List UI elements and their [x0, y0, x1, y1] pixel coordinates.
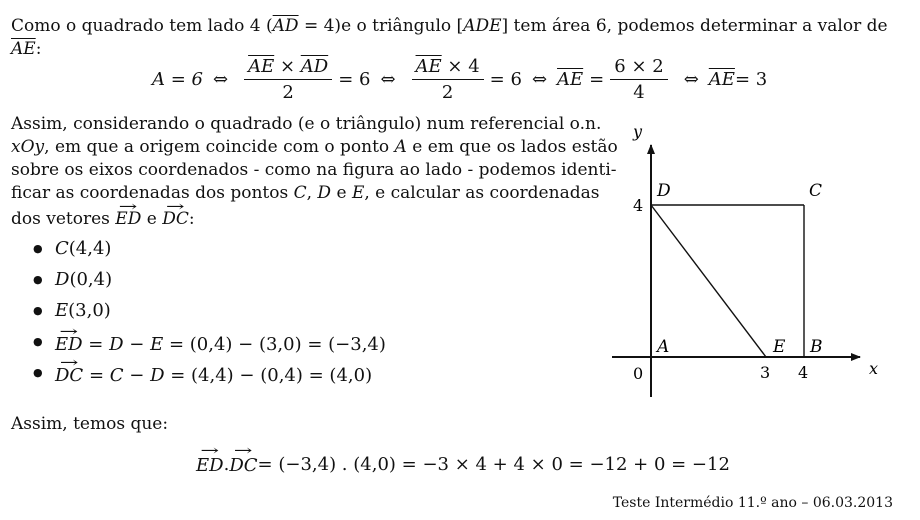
vector-dc: → DC	[229, 452, 257, 476]
point-e: E	[150, 334, 164, 355]
point-e: E	[351, 183, 365, 203]
triangle-ade: ADE	[463, 16, 502, 36]
tick-x4: 4	[798, 363, 809, 382]
label-b: B	[810, 337, 823, 357]
point-c: C	[293, 183, 307, 203]
minus: −	[123, 365, 151, 386]
para-text-2a: , em que a origem coincide com o ponto	[44, 137, 395, 157]
eq-final-value: = 3	[734, 69, 768, 90]
point-d-coords: (0,4)	[69, 269, 113, 290]
label-d: D	[657, 181, 671, 201]
intro-text-c: ] tem área 6, podemos determinar a valor de	[501, 16, 888, 36]
ed-result: = (0,4) − (3,0) = (−3,4)	[163, 334, 386, 355]
frac1-ae: $\overline{AE}$	[248, 56, 275, 77]
footer-source: Teste Intermédio 11.º ano – 06.03.2013	[612, 495, 893, 511]
x-axis-label: x	[869, 359, 879, 378]
intro-text-a: Como o quadrado tem lado 4 (	[11, 16, 273, 36]
frac2-rest: × 4	[441, 56, 480, 77]
point-d: D	[150, 365, 165, 386]
point-c-coords: (4,4)	[68, 238, 112, 259]
frame-xoy: xOy	[11, 137, 45, 157]
intro-text-b: = 4)e o triângulo [	[298, 16, 464, 36]
eq-sign: =	[589, 69, 605, 90]
conj-e: e	[141, 209, 163, 229]
y-axis-label: y	[633, 122, 643, 141]
segment-de	[651, 205, 766, 357]
frac1-times: ×	[274, 56, 301, 77]
point-e-name: E	[55, 300, 69, 321]
tick-x3: 3	[760, 363, 771, 382]
eq-six-2: = 6	[489, 69, 522, 90]
dot-product-result: = (−3,4) . (4,0) = −3 × 4 + 4 × 0 = −12 + 0 = −12	[257, 453, 730, 475]
vector-ed: → ED	[115, 205, 141, 230]
point-d: D	[109, 334, 124, 355]
vector-ed: → ED	[196, 452, 224, 476]
frac1-ad: $\overline{AD}$	[300, 56, 329, 77]
iff-symbol: ⇔	[531, 69, 548, 90]
colon: :	[35, 39, 42, 59]
para-text-4b: , e calcular as coordenadas	[364, 183, 600, 203]
point-e-coords: (3,0)	[68, 300, 111, 321]
colon: :	[188, 209, 195, 229]
iff-symbol: ⇔	[683, 69, 699, 90]
dc-result: = (4,4) − (0,4) = (4,0)	[164, 365, 373, 386]
para-text-5a: dos vetores	[11, 209, 116, 229]
frac2-ae: $\overline{AE}$	[415, 56, 442, 77]
frac1-den: 2	[282, 82, 294, 103]
point-c: C	[109, 365, 124, 386]
iff-symbol: ⇔	[212, 69, 229, 90]
tick-y4: 4	[633, 196, 644, 215]
frac2-den: 2	[441, 82, 454, 103]
label-c: C	[809, 181, 823, 201]
equals: =	[83, 365, 110, 386]
label-e: E	[773, 337, 786, 357]
para-text-3: sobre os eixos coordenados - como na figura ao lado - podemos identi-	[11, 160, 617, 180]
segment-ad: $\overline{AD}$	[272, 16, 299, 36]
point-a: A	[394, 137, 407, 157]
eq-ae-final: $\overline{AE}$	[708, 69, 735, 90]
para-text-1: Assim, considerando o quadrado (e o triângulo) num referencial o.n.	[11, 114, 602, 134]
eq-area-a: A = 6	[152, 69, 203, 90]
frac3-den: 4	[633, 82, 645, 103]
conj-e: e	[331, 183, 352, 203]
tick-origin: 0	[633, 364, 644, 383]
point-c-name: C	[55, 238, 69, 259]
vector-ed: → ED	[55, 326, 83, 360]
frac3-num: 6 × 2	[610, 56, 667, 80]
eq-ae: $\overline{AE}$	[557, 69, 584, 90]
point-d: D	[317, 183, 332, 203]
point-d-name: D	[55, 269, 70, 290]
equals: =	[82, 334, 110, 355]
para-text-2b: e em que os lados estão	[406, 137, 618, 157]
minus: −	[123, 334, 151, 355]
dot-operator: .	[223, 453, 230, 475]
segment-ae: $\overline{AE}$	[11, 39, 36, 59]
para-text-4a: ficar as coordenadas dos pontos	[11, 183, 294, 203]
vector-dc: → DC	[162, 205, 189, 230]
iff-symbol: ⇔	[380, 69, 396, 90]
eq-six-1: = 6	[338, 69, 371, 90]
conclusion-text: Assim, temos que:	[11, 414, 169, 434]
vector-dc: → DC	[55, 357, 83, 391]
label-a: A	[657, 337, 670, 357]
comma: ,	[306, 183, 318, 203]
